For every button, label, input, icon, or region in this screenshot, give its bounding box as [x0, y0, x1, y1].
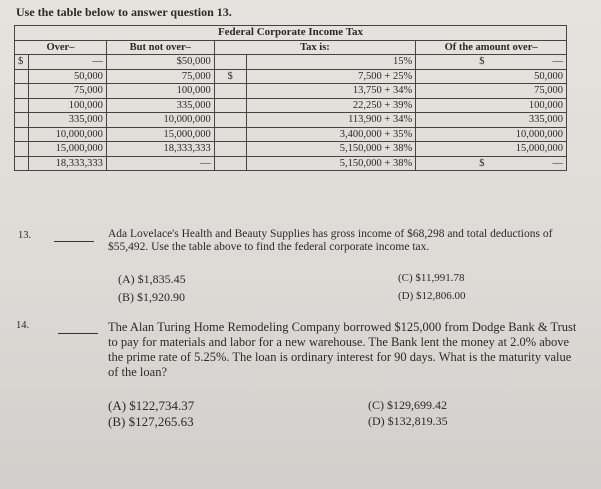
cell-over-symbol: $ [15, 55, 29, 70]
cell-amount-over [416, 142, 567, 157]
cell-tax: 5,150,000 + 38% [246, 142, 416, 157]
table-caption: Federal Corporate Income Tax [15, 26, 567, 41]
cell-amount-value: — [552, 56, 563, 68]
cell-tax-symbol [214, 127, 246, 142]
cell-over: 50,000 [28, 69, 106, 84]
cell-over-symbol [15, 142, 29, 157]
cell-amount-value: 15,000,000 [515, 143, 563, 155]
cell-amount-symbol: $ [479, 157, 485, 169]
cell-tax-symbol [214, 156, 246, 171]
table-row [15, 142, 567, 157]
q13-answer-blank[interactable] [54, 240, 94, 242]
cell-over: 335,000 [28, 113, 106, 128]
cell-not-over: 15,000,000 [106, 127, 214, 142]
cell-amount-value: 335,000 [528, 114, 563, 126]
cell-amount-value: — [552, 157, 563, 169]
cell-over: 15,000,000 [28, 142, 106, 157]
cell-not-over: 100,000 [106, 84, 214, 99]
instruction-heading: Use the table below to answer question 13. [16, 5, 232, 19]
cell-amount-over [416, 156, 567, 171]
cell-amount-over [416, 55, 567, 70]
q13-choice-c[interactable]: (C) $11,991.78 [398, 272, 465, 284]
q13-text: Ada Lovelace's Health and Beauty Supplies has gross income of $68,298 and total deductions of $55,492. Use the table above to find the federal corporate income tax. [108, 228, 553, 253]
header-tax-is: Tax is: [214, 40, 416, 55]
cell-tax: 113,900 + 34% [246, 113, 416, 128]
cell-over: 75,000 [28, 84, 106, 99]
cell-over: 100,000 [28, 98, 106, 113]
cell-tax: 13,750 + 34% [246, 84, 416, 99]
cell-amount-symbol: $ [479, 56, 485, 68]
cell-amount-over [416, 127, 567, 142]
cell-tax-symbol [214, 98, 246, 113]
q14-answer-blank[interactable] [58, 332, 98, 334]
table-row [15, 98, 567, 113]
cell-over-symbol [15, 113, 29, 128]
header-of-amount-over: Of the amount over– [416, 40, 567, 55]
cell-tax-symbol [214, 84, 246, 99]
cell-not-over: $50,000 [106, 55, 214, 70]
q13-choice-a[interactable]: (A) $1,835.45 [118, 272, 186, 286]
cell-tax-symbol: $ [214, 69, 246, 84]
cell-tax-symbol [214, 113, 246, 128]
table-row [15, 156, 567, 171]
table-row [15, 113, 567, 128]
cell-over-symbol [15, 98, 29, 113]
cell-tax-symbol [214, 55, 246, 70]
cell-tax: 22,250 + 39% [246, 98, 416, 113]
cell-over-symbol [15, 84, 29, 99]
cell-amount-value: 75,000 [534, 85, 563, 97]
q14-choice-a[interactable]: (A) $122,734.37 [108, 398, 195, 413]
cell-amount-over [416, 84, 567, 99]
cell-tax: 7,500 + 25% [246, 69, 416, 84]
q14-number: 14. [16, 320, 30, 331]
header-but-not-over: But not over– [106, 40, 214, 55]
cell-amount-value: 100,000 [528, 99, 563, 111]
cell-over-symbol [15, 156, 29, 171]
q14-choice-b[interactable]: (B) $127,265.63 [108, 414, 194, 429]
q14-choice-d[interactable]: (D) $132,819.35 [368, 414, 448, 428]
table-row [15, 84, 567, 99]
cell-not-over: — [106, 156, 214, 171]
cell-amount-over [416, 69, 567, 84]
table-row [15, 127, 567, 142]
cell-amount-over [416, 98, 567, 113]
cell-over: 18,333,333 [28, 156, 106, 171]
cell-over-symbol [15, 127, 29, 142]
cell-not-over: 75,000 [106, 69, 214, 84]
q13-number: 13. [18, 230, 32, 241]
cell-tax-symbol [214, 142, 246, 157]
q13-choice-d[interactable]: (D) $12,806.00 [398, 290, 466, 302]
tax-table [14, 25, 567, 171]
cell-amount-value: 10,000,000 [515, 128, 563, 140]
cell-over: 10,000,000 [28, 127, 106, 142]
cell-tax: 5,150,000 + 38% [246, 156, 416, 171]
cell-tax: 15% [246, 55, 416, 70]
header-over: Over– [15, 40, 107, 55]
cell-not-over: 18,333,333 [106, 142, 214, 157]
cell-not-over: 10,000,000 [106, 113, 214, 128]
q14-text: The Alan Turing Home Remodeling Company borrowed $125,000 from Dodge Bank & Trust to pay for materials and labor for a new warehouse. The Bank lent the money at 2.0% above the prime rate of 5.25%. The loan is ordinary interest for 90 days. What is the maturity value of the loan? [108, 320, 577, 379]
q14-choice-c[interactable]: (C) $129,699.42 [368, 398, 447, 412]
cell-amount-value: 50,000 [534, 70, 563, 82]
cell-over-symbol [15, 69, 29, 84]
q13-choice-b[interactable]: (B) $1,920.90 [118, 290, 185, 304]
table-row [15, 69, 567, 84]
cell-over: — [28, 55, 106, 70]
cell-tax: 3,400,000 + 35% [246, 127, 416, 142]
cell-amount-over [416, 113, 567, 128]
cell-not-over: 335,000 [106, 98, 214, 113]
table-row [15, 55, 567, 70]
